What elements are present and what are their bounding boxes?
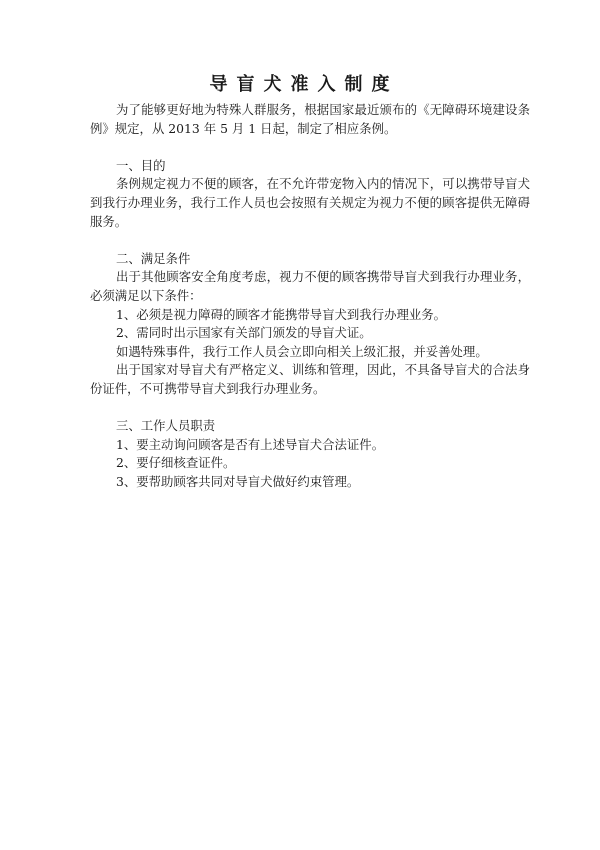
duty-item-3: 3、要帮助顾客共同对导盲犬做好约束管理。	[116, 473, 360, 489]
condition-item-1: 1、必须是视力障碍的顾客才能携带导盲犬到我行办理业务。	[116, 306, 447, 322]
purpose-paragraph: 条例规定视力不便的顾客，在不允许带宠物入内的情况下，可以携带导盲犬到我行办理业务，我行工作人员也会按照有关规定为视力不便的顾客提供无障碍服务。	[90, 176, 530, 229]
condition-item-2: 2、需同时出示国家有关部门颁发的导盲犬证。	[116, 325, 372, 341]
section-heading-staff-duties: 三、工作人员职责	[116, 418, 216, 434]
conditions-paragraph: 出于其他顾客安全角度考虑，视力不便的顾客携带导盲犬到我行办理业务，必须满足以下条件：	[90, 269, 530, 303]
duty-item-1: 1、要主动询问顾客是否有上述导盲犬合法证件。	[116, 436, 385, 452]
legal-certificate-paragraph: 出于国家对导盲犬有严格定义、训练和管理，因此，不具备导盲犬的合法身份证件，不可携带导盲犬到我行办理业务。	[90, 362, 530, 396]
intro-paragraph: 为了能够更好地为特殊人群服务，根据国家最近颁布的《无障碍环境建设条例》规定，从 2013 年 5 月 1 日起，制定了相应条例。	[90, 102, 530, 136]
document-body	[90, 101, 530, 491]
duty-item-2: 2、要仔细核查证件。	[116, 455, 236, 471]
special-event-paragraph: 如遇特殊事件，我行工作人员会立即向相关上级汇报，并妥善处理。	[116, 343, 488, 359]
section-heading-conditions: 二、满足条件	[116, 250, 191, 266]
document-title: 导盲犬准入制度	[209, 74, 399, 95]
section-heading-purpose: 一、目的	[116, 157, 166, 173]
